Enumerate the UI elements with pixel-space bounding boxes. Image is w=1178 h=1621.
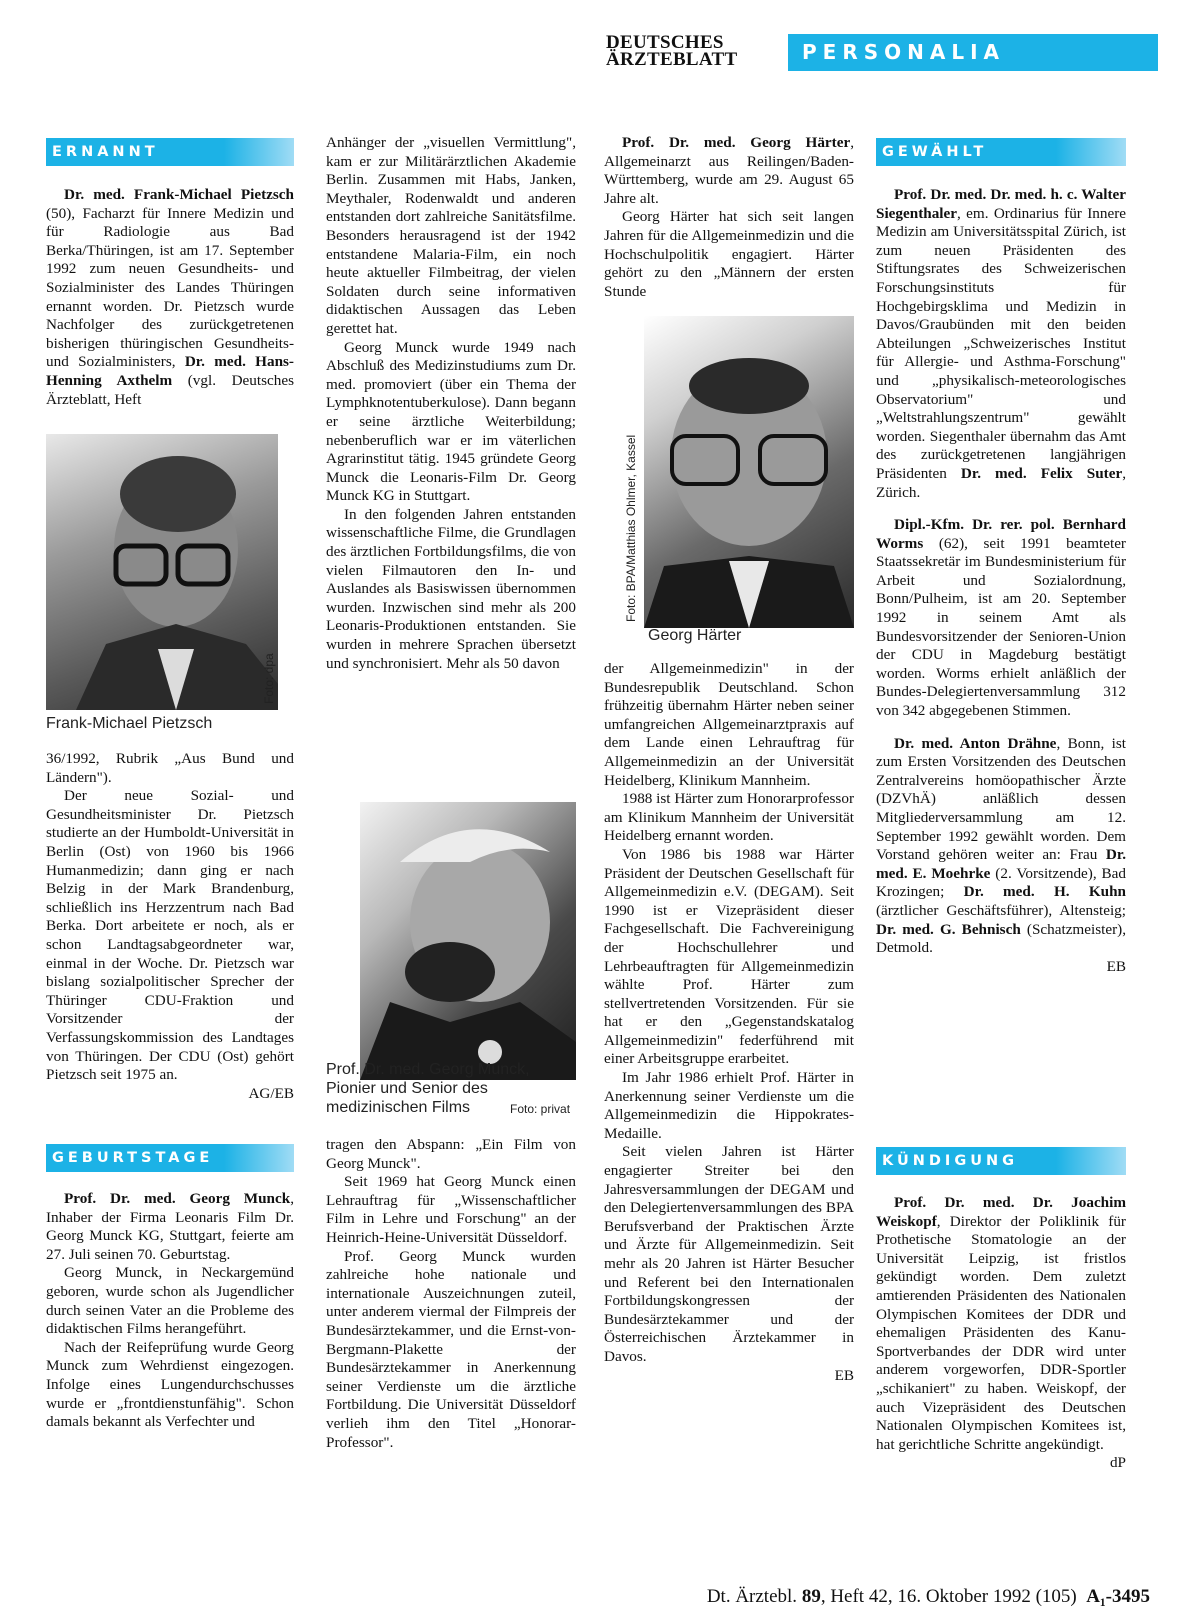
body-text: Im Jahr 1986 erhielt Prof. Härter in Anerkennung seiner Verdienste um die Allgemeinmedizin die Hippokrates-Medaille. bbox=[604, 1069, 854, 1142]
photo-caption: Prof. Dr. med. Georg Munck, Pionier und Senior des medizinischen Films bbox=[326, 1061, 530, 1116]
person-name: Dr. med. G. Behnisch bbox=[876, 920, 1021, 938]
person-name: Dr. med. Felix Suter bbox=[960, 464, 1123, 482]
article-munck-cont bbox=[326, 134, 576, 673]
body-text: Seit 1969 hat Georg Munck einen Lehrauftrag für „Wissenschaftlicher Film in Lehre und Forschung" an der Heinrich-Heine-Universität Düsseldorf. bbox=[326, 1173, 576, 1246]
body-text: , Zürich. bbox=[876, 464, 1126, 501]
masthead-line-1: DEUTSCHES bbox=[606, 32, 724, 53]
body-text: , em. Ordinarius für Innere Medizin am Universitätsspital Zürich, ist zum neuen Präsidenten des Stiftungsrates des Schweizerischen Forschungsinstituts für Hochgebirgsklima und Medizin in Davos/Graubünden mit den beiden Abteilungen „Schweizerisches Institut für Allergie- und Asthma-Forschung" und „physikalisch-meteorologisches Observatorium" und „Weltstrahlungszentrum" gewählt worden. Siegenthaler übernahm das Amt des zurückgetretenen langjährigen Präsidenten bbox=[876, 204, 1126, 482]
body-text: (62), seit 1991 beamteter Staatssekretär im Bundesministerium für Arbeit und Sozialordnung, Bonn/Pulheim, ist am 20. September 1992 in seinem Amt als Bundesvorsitzender der Senioren-Union der CDU in Magdeburg bestätigt worden. Worms erhielt anläßlich der Bundes-Delegiertenversammlung 312 von 342 abgegebenen Stimmen. bbox=[876, 534, 1126, 720]
author-signature: EB bbox=[834, 1366, 854, 1384]
article-pietzsch bbox=[46, 186, 294, 409]
section-tag-label: GEWÄHLT bbox=[882, 144, 988, 160]
footer-journal: Dt. Ärztebl. bbox=[706, 1586, 802, 1607]
masthead bbox=[606, 34, 774, 68]
article-munck-cont2 bbox=[326, 1136, 576, 1452]
article-kuendigung bbox=[876, 1194, 1126, 1473]
body-text: (2. Vorsitzende), Bad Krozingen; bbox=[876, 864, 1126, 901]
author-signature: AG/EB bbox=[248, 1084, 294, 1102]
body-text: 36/1992, Rubrik „Aus Bund und Ländern"). bbox=[46, 750, 294, 786]
photo-credit: Foto: dpa bbox=[262, 653, 276, 704]
body-text: Georg Munck, in Neckargemünd geboren, wurde schon als Jugendlicher durch seinen Vater an die Probleme des didaktischen Films herangeführt. bbox=[46, 1264, 294, 1338]
article-haerter bbox=[604, 134, 854, 301]
section-tag-label: GEBURTSTAGE bbox=[52, 1150, 214, 1166]
section-tag-gewaehlt bbox=[876, 138, 1126, 166]
portrait-image bbox=[644, 316, 854, 628]
page-number: A₁-3495 bbox=[1086, 1586, 1150, 1607]
body-text: der Allgemeinmedizin" in der Bundesrepublik Deutschland. Schon frühzeitig übernahm Härter neben seiner umfangreichen Allgemeinarztpraxis auf dem Lande einen Lehrauftrag für Allgemeinmedizin an der Universität Heidelberg, Klinikum Mannheim. bbox=[604, 660, 854, 789]
article-pietzsch-cont bbox=[46, 750, 294, 1103]
body-text: Georg Munck wurde 1949 nach Abschluß des Medizinstudiums zum Dr. med. promoviert (über ein Thema der Lymphknotentuberkulose). Dann begann er seine ärztliche Weiterbildung; nebenberuflich war er im väterlichen Agrarinstitut tätig. 1945 gründete Georg Munck die Leonaris-Film Dr. Georg Munck KG in Stuttgart. bbox=[326, 338, 576, 505]
body-text: (Schatzmeister), Detmold. bbox=[876, 920, 1126, 957]
photo-haerter bbox=[644, 316, 854, 628]
page-footer bbox=[610, 1586, 1150, 1608]
body-text: Nach der Reifeprüfung wurde Georg Munck zum Wehrdienst eingezogen. Infolge eines Lungendurchschusses wurde er „frontdienstunfähig". Schon damals bekannt als Verfechter und bbox=[46, 1338, 294, 1431]
person-name: Dr. med. Hans-Henning Axthelm bbox=[46, 353, 294, 389]
article-haerter-cont bbox=[604, 660, 854, 1385]
portrait-image bbox=[46, 434, 278, 710]
body-text: (50), Facharzt für Innere Medizin und für Radiologie aus Bad Berka/Thüringen, ist am 17. September 1992 zum neuen Gesundheits- und Sozialminister des Landes Thüringen ernannt worden. Dr. Pietzsch wurde Nachfolger des zurückgetretenen bisherigen thüringischen Gesundheits- und Sozialministers, bbox=[46, 204, 294, 371]
person-name: Prof. Dr. med. Georg Munck bbox=[64, 1190, 291, 1207]
body-text: 1988 ist Härter zum Honorarprofessor am Klinikum Mannheim der Universität Heidelberg ernannt worden. bbox=[604, 790, 854, 845]
body-text: , Direktor der Poliklinik für Prothetische Stomatologie an der Universität Leipzig, ist fristlos gekündigt worden. Dem zuletzt amtierenden Präsidenten des Nationalen Olympischen Komitees der DDR und ehemaligen Präsidenten des Kanu-Sportverbandes der DDR wird unter anderem vorgeworfen, DDR-Sportler „schikaniert" zu haben. Weiskopf, der auch Vizepräsident des Deutschen Nationalen Olympischen Komitees ist, hat gerichtliche Schritte angekündigt. bbox=[876, 1212, 1126, 1453]
portrait-image bbox=[360, 802, 576, 1080]
footer-volume: 89 bbox=[801, 1586, 821, 1607]
person-name: Prof. Dr. med. Georg Härter bbox=[622, 134, 851, 151]
person-name: Dr. med. Anton Drähne bbox=[894, 734, 1057, 752]
author-signature: EB bbox=[1106, 957, 1126, 975]
section-tag-kuendigung bbox=[876, 1147, 1126, 1175]
body-text: , Allgemeinarzt aus Reilingen/Baden-Württemberg, wurde am 29. August 65 Jahre alt. bbox=[604, 134, 854, 207]
section-tag-ernannt bbox=[46, 138, 294, 166]
body-text: Anhänger der „visuellen Vermittlung", kam er zur Militärärztlichen Akademie Berlin. Zusammen mit Habs, Janken, Meythaler, Rodenwaldt und anderen entstanden dort zahlreiche Sanitätsfilme. Besonders herausragend ist der 1942 entstandene Malaria-Film, ein noch heute aktueller Filmbeitrag, der vielen Soldaten durch seine informativen didaktischen Aussagen das Leben gerettet hat. bbox=[326, 134, 576, 337]
section-banner: PERSONALIA bbox=[788, 34, 1158, 71]
person-name: Prof. Dr. med. Dr. med. h. c. Walter Siegenthaler bbox=[876, 186, 1126, 222]
person-name: Dipl.-Kfm. Dr. rer. pol. Bernhard Worms bbox=[876, 516, 1126, 552]
section-tag-geburtstage bbox=[46, 1144, 294, 1172]
masthead-line-2: ÄRZTEBLATT bbox=[606, 49, 738, 70]
body-text: (vgl. Deutsches Ärzteblatt, Heft bbox=[46, 371, 294, 408]
body-text: (ärztlicher Geschäftsführer), Altensteig; bbox=[876, 901, 1126, 919]
person-name: Dr. med. Frank-Michael Pietzsch bbox=[64, 186, 294, 203]
body-text: Prof. Georg Munck wurden zahlreiche hohe nationale und internationale Auszeichnungen zuteil, unter anderem viermal der Filmpreis der Bundesärztekammer, und die Ernst-von-Bergmann-Plakette der Bundesärztekammer in Anerkennung seiner Verdienste um die ärztliche Fortbildung. Die Universität Düsseldorf verlieh ihm den Titel „Honorar-Professor". bbox=[326, 1247, 576, 1451]
body-text: tragen den Abspann: „Ein Film von Georg Munck". bbox=[326, 1136, 576, 1172]
body-text: Von 1986 bis 1988 war Härter Präsident der Deutschen Gesellschaft für Allgemeinmedizin e.V. (DEGAM). Seit 1990 ist er Vizepräsident dieser Fachgesellschaft. Die Fachvereinigung der Hochschullehrer und Lehrbeauftragten für Allgemeinmedizin wählte Prof. Härter zum stellvertretenden Vorsitzenden. Für sie hat er den „Gegenstandskatalog Allgemeinmedizin" federführend mit einer Arbeitsgruppe erarbeitet. bbox=[604, 845, 854, 1068]
author-signature: dP bbox=[1109, 1454, 1126, 1472]
article-gewaehlt bbox=[876, 186, 1126, 976]
body-text: , Inhaber der Firma Leonaris Film Dr. Georg Munck KG, Stuttgart, feierte am 27. Juli seinen 70. Geburtstag. bbox=[46, 1190, 294, 1263]
photo-credit: Foto: BPA/Matthias Ohlmer, Kassel bbox=[624, 434, 638, 622]
body-text: In den folgenden Jahren entstanden wissenschaftliche Filme, die Grundlagen des ärztlichen Fortbildungsfilms, die von vielen Filmautoren den In- und Auslandes als Basiswissen übernommen wurden. Inzwischen sind mehr als 200 Leonaris-Produktionen entstanden. Sie wurden in mehrere Sprachen übersetzt und synchronisiert. Mehr als 50 davon bbox=[326, 505, 576, 672]
section-tag-label: ERNANNT bbox=[52, 144, 159, 160]
photo-munck bbox=[360, 802, 576, 1080]
section-tag-label: KÜNDIGUNG bbox=[882, 1153, 1019, 1169]
person-name: Dr. med. E. Moehrke bbox=[876, 846, 1126, 882]
photo-pietzsch bbox=[46, 434, 278, 710]
person-name: Dr. med. H. Kuhn bbox=[963, 883, 1127, 901]
photo-caption: Georg Härter bbox=[648, 627, 742, 644]
body-text: , Bonn, ist zum Ersten Vorsitzenden des Deutschen Zentralvereins homöopathischer Ärzte (DZVhÄ) anläßlich dessen Mitgliederversammlung am 12. September 1992 gewählt worden. Dem Vorstand gehören weiter an: Frau bbox=[876, 734, 1127, 864]
photo-caption: Frank-Michael Pietzsch bbox=[46, 715, 213, 732]
footer-issue: , Heft 42, 16. Oktober 1992 (105) bbox=[820, 1586, 1077, 1607]
person-name: Prof. Dr. med. Dr. Joachim Weiskopf bbox=[876, 1194, 1126, 1230]
body-text: Seit vielen Jahren ist Härter engagierter Streiter bei den Jahresversammlungen der DEGAM und den Delegiertenversammlungen des BPA Berufsverband der Praktischen Ärzte und Ärzte für Allgemeinmedizin. Seit mehr als 20 Jahren ist Härter Besucher und Referent bei den Internationalen Fortbildungskongressen der Bundesärztekammer und der Österreichischen Ärztekammer in Davos. bbox=[604, 1143, 854, 1365]
article-munck bbox=[46, 1190, 294, 1432]
photo-credit: Foto: privat bbox=[510, 1102, 571, 1116]
body-text: Der neue Sozial- und Gesundheitsminister Dr. Pietzsch studierte an der Humboldt-Universität in Berlin (Ost) von 1960 bis 1966 Humanmedizin; dann ging er nach Belzig in der Mark Brandenburg, schließlich ins Herzzentrum nach Bad Berka. Dort arbeitete er noch, als er schon Landtagsabgeordneter war, einmal in der Woche. Dr. Pietzsch war bislang sozialpolitischer Sprecher der Thüringer CDU-Fraktion und Vorsitzender der Verfassungskommission des Landtages von Thüringen. Der CDU (Ost) gehört Pietzsch seit 1975 an. bbox=[46, 787, 294, 1084]
body-text: Georg Härter hat sich seit langen Jahren für die Allgemeinmedizin und die Hochschulpolitik engagiert. Härter gehört zu den „Männern der ersten Stunde bbox=[604, 208, 854, 300]
